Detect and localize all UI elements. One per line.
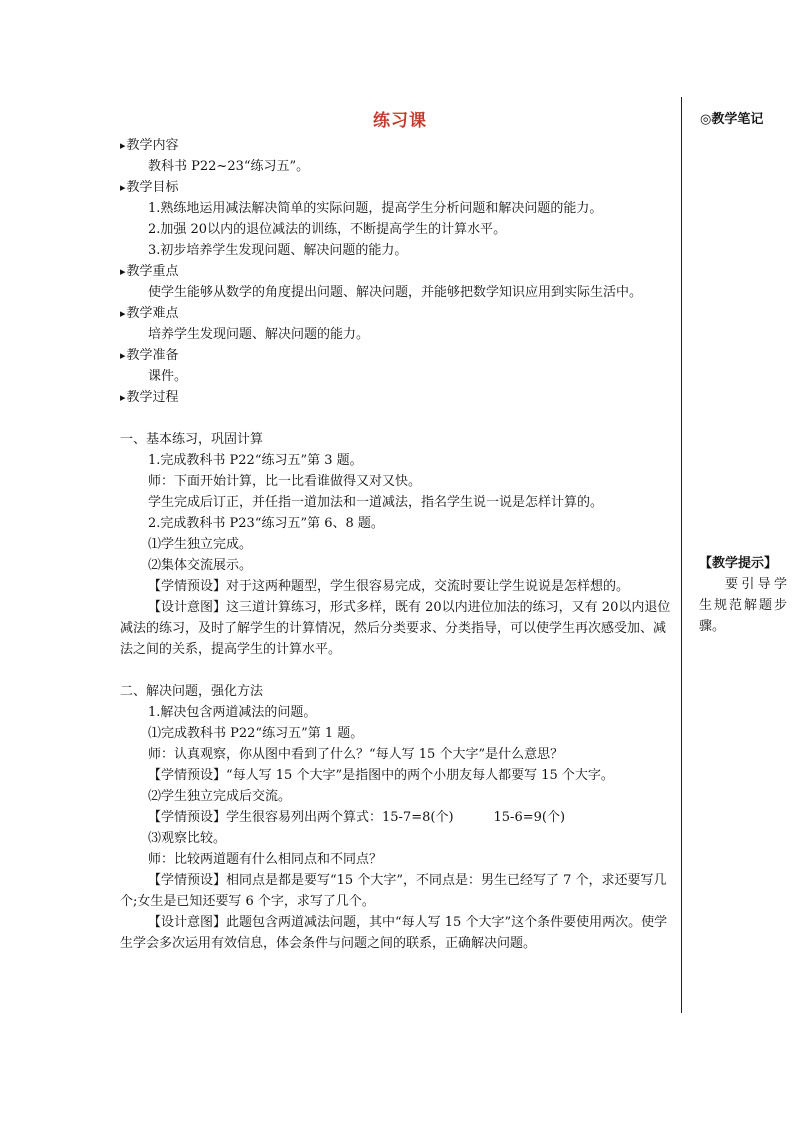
heading-content: ▸ 教学内容 — [120, 135, 678, 156]
part1-design-intent: 【设计意图】这三道计算练习，形式多样，既有 20以内进位加法的练习，又有 20以内退位减法的练习，及时了解学生的计算情况，然后分类要求、分类指导，可以使学生再次感受加、减法之间的关系，提高学生的计算水平。 — [120, 600, 671, 657]
key-text: 使学生能够从数学的角度提出问题、解决问题，并能够把数学知识应用到实际生活中。 — [148, 285, 643, 300]
part1-line: ⑵集体交流展示。 — [148, 558, 253, 573]
page-title: 练习课 — [373, 111, 427, 131]
part2-preset-formulas — [120, 807, 678, 828]
heading-difficulty: ▸ 教学难点 — [120, 303, 678, 324]
content-text: 教科书 P22~23“练习五”。 — [148, 159, 310, 174]
goal-item: 3.初步培养学生发现问题、解决问题的能力。 — [148, 243, 408, 258]
part2-design-intent: 【设计意图】此题包含两道减法问题，其中“每人写 15 个大字”这个条件要使用两次。使学生学会多次运用有效信息，体会条件与问题之间的联系，正确解决问题。 — [120, 915, 668, 951]
part2-line: ⑴完成教科书 P22“练习五”第 1 题。 — [148, 726, 364, 741]
part2-heading: 二、解决问题，强化方法 — [120, 684, 264, 699]
goal-item: 1.熟练地运用减法解决简单的实际问题，提高学生分析问题和解决问题的能力。 — [148, 201, 603, 216]
difficulty-text: 培养学生发现问题、解决问题的能力。 — [148, 327, 370, 342]
part1-line: 师：下面开始计算，比一比看谁做得又对又快。 — [148, 474, 422, 489]
teaching-tip — [699, 553, 787, 637]
part1-heading: 一、基本练习，巩固计算 — [120, 432, 264, 447]
part2-line: 师：比较两道题有什么相同点和不同点？ — [148, 852, 383, 867]
part2-preset-compare: 【学情预设】相同点是都是要写“15 个大字”，不同点是：男生已经写了 7 个，求还要写几个;女生是已知还要写 6 个字，求写了几个。 — [120, 873, 667, 909]
part1-line: 1.完成教科书 P22“练习五”第 3 题。 — [148, 453, 363, 468]
prep-text: 课件。 — [148, 369, 188, 384]
part2-line: ⑶观察比较。 — [148, 831, 227, 846]
column-divider — [681, 97, 682, 1013]
part2-line: 1.解决包含两道减法的问题。 — [148, 705, 317, 720]
part1-line: 学生完成后订正，并任指一道加法和一道减法，指名学生说一说是怎样计算的。 — [148, 495, 604, 510]
notes-header: ◎教学笔记 — [700, 112, 764, 127]
heading-process: ▸ 教学过程 — [120, 387, 678, 408]
formula-2: 15-6=9(个) — [493, 810, 566, 825]
heading-goals: ▸ 教学目标 — [120, 177, 678, 198]
part1-line: 2.完成教科书 P23“练习五”第 6、8 题。 — [148, 516, 384, 531]
tip-title: 【教学提示】 — [699, 556, 778, 571]
part2-preset: 【学情预设】“每人写 15 个大字”是指图中的两个小朋友每人都要写 15 个大字。 — [148, 768, 614, 783]
part2-line: 师：认真观察，你从图中看到了什么？“每人写 15 个大字”是什么意思？ — [148, 747, 564, 762]
formula-1: 【学情预设】学生很容易列出两个算式：15-7=8(个) — [148, 810, 454, 825]
heading-prep: ▸ 教学准备 — [120, 345, 678, 366]
goal-item: 2.加强 20以内的退位减法的训练，不断提高学生的计算水平。 — [148, 222, 507, 237]
part1-line: ⑴学生独立完成。 — [148, 537, 253, 552]
heading-key: ▸ 教学重点 — [120, 261, 678, 282]
part1-preset: 【学情预设】对于这两种题型，学生很容易完成，交流时要让学生说说是怎样想的。 — [148, 579, 630, 594]
lesson-body — [120, 135, 678, 954]
part2-line: ⑵学生独立完成后交流。 — [148, 789, 292, 804]
tip-body: 要引导学生规范解题步骤。 — [699, 577, 787, 634]
